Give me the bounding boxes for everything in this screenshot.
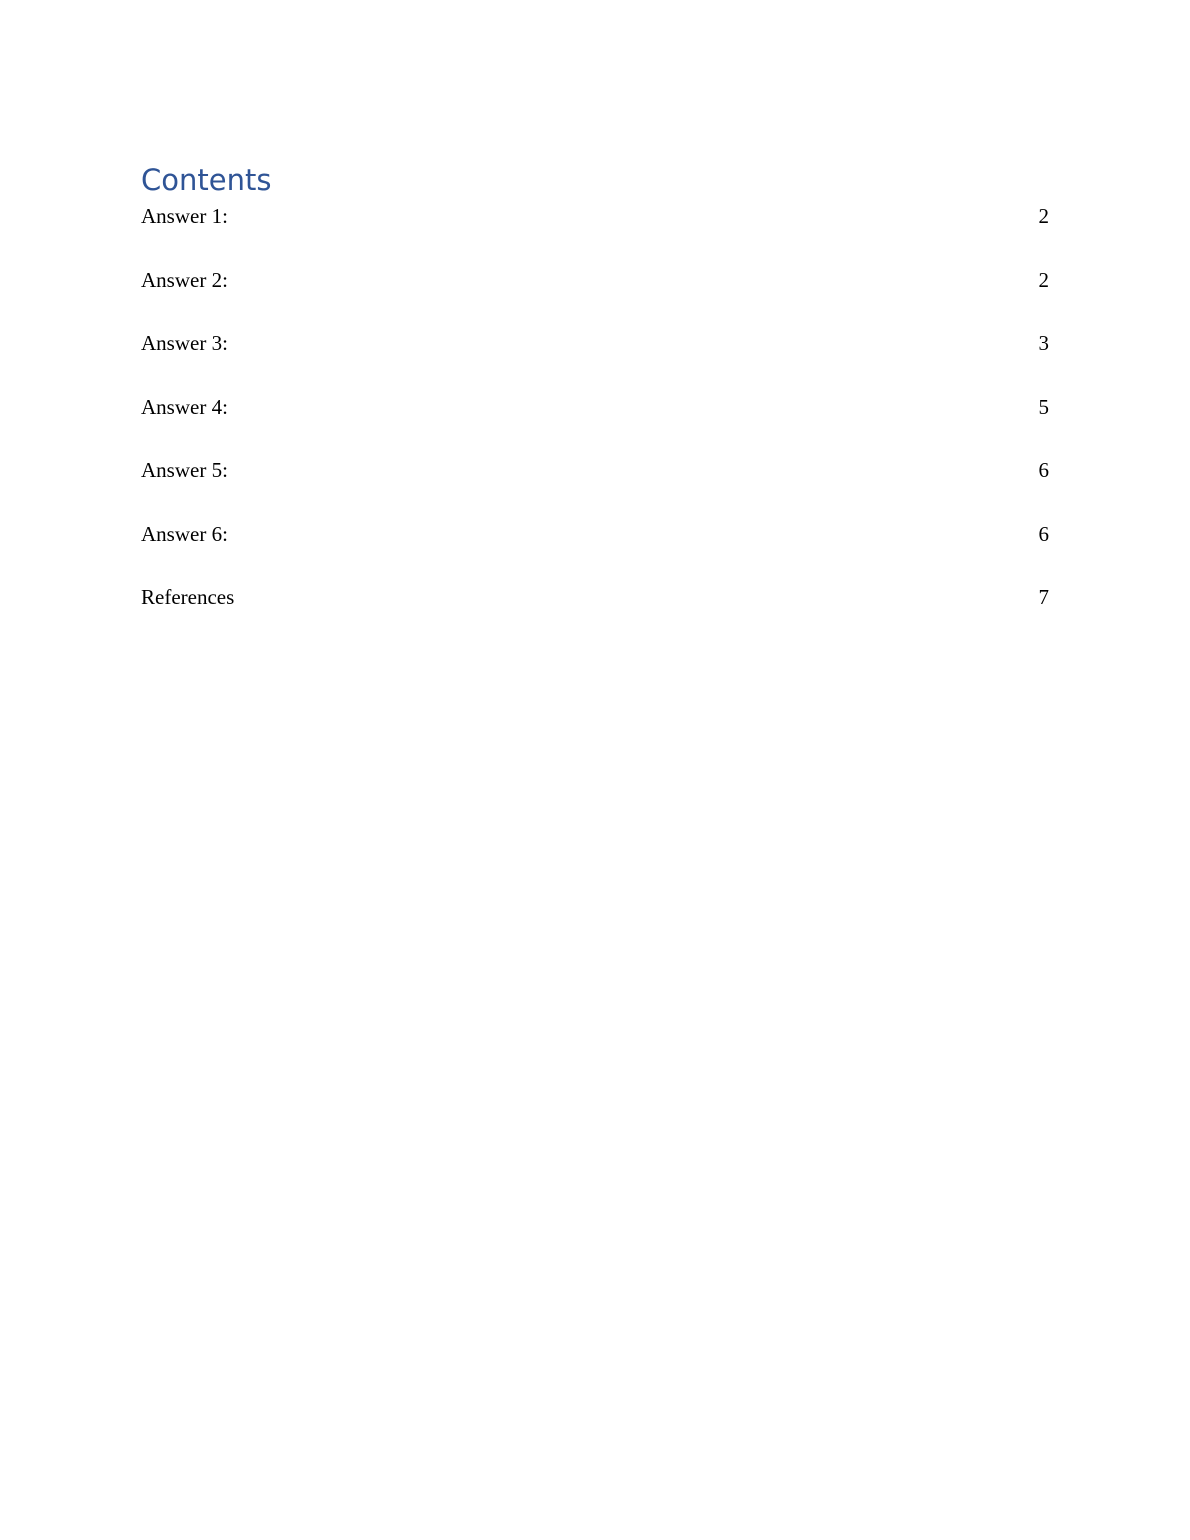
- toc-entry-answer-2[interactable]: [141, 264, 1049, 328]
- toc-page-number: 6: [1038, 458, 1049, 482]
- toc-entry-answer-1[interactable]: [141, 200, 1049, 264]
- toc-entry-answer-4[interactable]: [141, 391, 1049, 455]
- toc-entry-label: References: [141, 585, 235, 609]
- toc-heading: Contents: [141, 163, 272, 197]
- table-of-contents: [141, 160, 1049, 645]
- toc-entry-label: Answer 3:: [141, 331, 228, 355]
- toc-page-number: 2: [1038, 267, 1049, 292]
- toc-page-number: 2: [1038, 204, 1049, 228]
- toc-entry-answer-3[interactable]: [141, 327, 1049, 391]
- toc-entry-answer-5[interactable]: [141, 454, 1049, 518]
- toc-entry-label: Answer 6:: [141, 521, 228, 546]
- toc-entry-answer-6[interactable]: [141, 518, 1049, 582]
- toc-entry-references[interactable]: [141, 581, 1049, 645]
- toc-list: [141, 200, 1049, 645]
- toc-entry-label: Answer 2:: [141, 267, 228, 292]
- toc-page-number: 5: [1038, 394, 1049, 419]
- toc-entry-label: Answer 4:: [141, 394, 228, 419]
- toc-entry-label: Answer 5:: [141, 458, 228, 482]
- toc-page-number: 6: [1038, 521, 1049, 546]
- toc-page-number: 7: [1038, 585, 1049, 609]
- toc-entry-label: Answer 1:: [141, 204, 228, 228]
- toc-page-number: 3: [1038, 331, 1049, 355]
